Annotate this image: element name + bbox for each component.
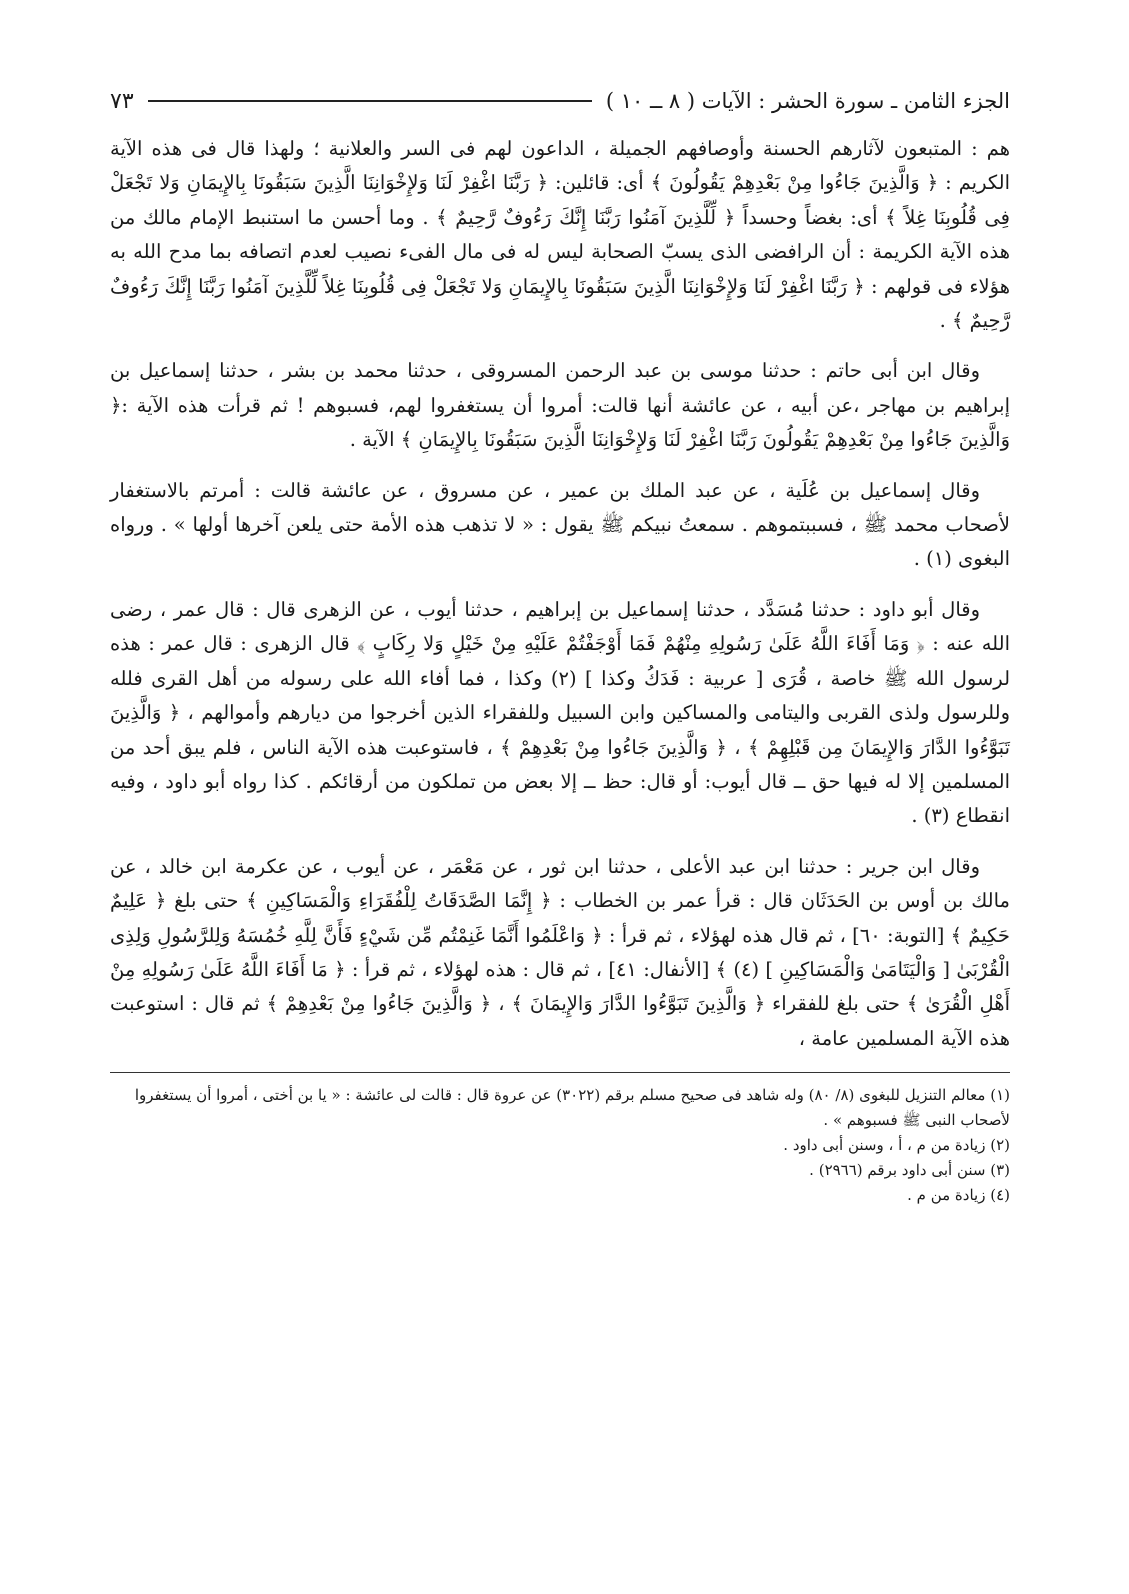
- header-rule: [148, 100, 592, 102]
- main-text: [110, 132, 1010, 1056]
- footnote: (١) معالم التنزيل للبغوى (٨/ ٨٠) وله شاهد فى صحيح مسلم برقم (٣٠٢٢) عن عروة قال : قالت لى عائشة : « يا بن أختى ، أمروا أن يستغفروا لأصحاب النبى ﷺ فسبوهم » .: [134, 1086, 1010, 1130]
- running-title: الجزء الثامن ـ سورة الحشر : الآيات ( ٨ ــ ١٠ ): [605, 89, 1010, 113]
- footnote: (٢) زيادة من م ، أ ، وسنن أبى داود .: [783, 1136, 1010, 1155]
- page-header: [110, 80, 1010, 122]
- footnote-separator: [110, 1072, 1010, 1073]
- paragraph: وقال أبو داود : حدثنا مُسَدَّد ، حدثنا إسماعيل بن إبراهيم ، حدثنا أيوب ، عن الزهرى قال : قال عمر ، رضى الله عنه : ﴿ وَمَا أَفَاءَ اللَّهُ عَلَىٰ رَسُولِهِ مِنْهُمْ فَمَا أَوْجَفْتُمْ عَلَيْهِ مِنْ خَيْلٍ وَلا رِكَابٍ ﴾ قال الزهرى : قال عمر : هذه لرسول الله ﷺ خاصة ، قُرَى [ عربية : فَدَكُ وكذا ] (٢) وكذا ، فما أفاء الله على رسوله من أهل القرى فلله وللرسول ولذى القربى واليتامى والمساكين وابن السبيل وللفقراء الذين أخرجوا من ديارهم وأموالهم ، ﴿ وَالَّذِينَ تَبَوَّءُوا الدَّارَ وَالإِيمَانَ مِن قَبْلِهِمْ ﴾ ، ﴿ وَالَّذِينَ جَاءُوا مِنْ بَعْدِهِمْ ﴾ ، فاستوعبت هذه الآية الناس ، فلم يبق أحد من المسلمين إلا له فيها حق ــ قال أيوب: أو قال: حظ ــ إلا بعض من تملكون من أرقائكم . كذا رواه أبو داود ، وفيه انقطاع (٣) .: [110, 597, 1011, 828]
- footnote: (٣) سنن أبى داود برقم (٢٩٦٦) .: [809, 1161, 1010, 1180]
- paragraph: هم : المتبعون لآثارهم الحسنة وأوصافهم الجميلة ، الداعون لهم فى السر والعلانية ؛ ولهذا قال فى هذه الآية الكريم : ﴿ وَالَّذِينَ جَاءُوا مِنْ بَعْدِهِمْ يَقُولُونَ ﴾ أى: قائلين: ﴿ رَبَّنَا اغْفِرْ لَنَا وَلإِخْوَانِنَا الَّذِينَ سَبَقُونَا بِالإِيمَانِ وَلا تَجْعَلْ فِى قُلُوبِنَا غِلاً ﴾ أى: بغضاً وحسداً ﴿ لِّلَّذِينَ آمَنُوا رَبَّنَا إِنَّكَ رَءُوفٌ رَّحِيمٌ ﴾ . وما أحسن ما استنبط الإمام مالك من هذه الآية الكريمة : أن الرافضى الذى يسبّ الصحابة ليس له فى مال الفىء نصيب لعدم اتصافه بما مدح الله به هؤلاء فى قولهم : ﴿ رَبَّنَا اغْفِرْ لَنَا وَلإِخْوَانِنَا الَّذِينَ سَبَقُونَا بِالإِيمَانِ وَلا تَجْعَلْ فِى قُلُوبِنَا غِلاً لِّلَّذِينَ آمَنُوا رَبَّنَا إِنَّكَ رَءُوفٌ رَّحِيمٌ ﴾ .: [110, 137, 1010, 333]
- footnote: (٤) زيادة من م .: [907, 1186, 1010, 1205]
- paragraph: وقال ابن أبى حاتم : حدثنا موسى بن عبد الرحمن المسروقى ، حدثنا محمد بن بشر ، حدثنا إسماعيل بن إبراهيم بن مهاجر ،عن أبيه ، عن عائشة أنها قالت: أمروا أن يستغفروا لهم، فسبوهم ! ثم قرأت هذه الآية :﴿ وَالَّذِينَ جَاءُوا مِنْ بَعْدِهِمْ يَقُولُونَ رَبَّنَا اغْفِرْ لَنَا وَلإِخْوَانِنَا الَّذِينَ سَبَقُونَا بِالإِيمَانِ ﴾ الآية .: [110, 359, 1010, 452]
- book-page: [110, 80, 1010, 1520]
- footnotes: [110, 1083, 1010, 1208]
- paragraph: وقال إسماعيل بن عُلَية ، عن عبد الملك بن عمير ، عن مسروق ، عن عائشة قالت : أمرتم بالاستغفار لأصحاب محمد ﷺ ، فسببتموهم . سمعتُ نبيكم ﷺ يقول : « لا تذهب هذه الأمة حتى يلعن آخرها أولها » . ورواه البغوى (١) .: [110, 478, 1010, 571]
- page-number: ٧٣: [110, 88, 134, 114]
- paragraph: وقال ابن جرير : حدثنا ابن عبد الأعلى ، حدثنا ابن ثور ، عن مَعْمَر ، عن أيوب ، عن عكرمة ابن خالد ، عن مالك بن أوس بن الحَدَثَان قال : قرأ عمر بن الخطاب : ﴿ إِنَّمَا الصَّدَقَاتُ لِلْفُقَرَاءِ وَالْمَسَاكِينِ ﴾ حتى بلغ ﴿ عَلِيمٌ حَكِيمٌ ﴾ [التوبة: ٦٠] ، ثم قال هذه لهؤلاء ، ثم قرأ : ﴿ وَاعْلَمُوا أَنَّمَا غَنِمْتُم مِّن شَيْءٍ فَأَنَّ لِلَّهِ خُمُسَهُ وَلِلرَّسُولِ وَلِذِى الْقُرْبَىٰ [ وَالْيَتَامَىٰ وَالْمَسَاكِينِ ] (٤) ﴾ [الأنفال: ٤١] ، ثم قال : هذه لهؤلاء ، ثم قرأ : ﴿ مَا أَفَاءَ اللَّهُ عَلَىٰ رَسُولِهِ مِنْ أَهْلِ الْقُرَىٰ ﴾ حتى بلغ للفقراء ﴿ وَالَّذِينَ تَبَوَّءُوا الدَّارَ وَالإِيمَانَ ﴾ ، ﴿ وَالَّذِينَ جَاءُوا مِنْ بَعْدِهِمْ ﴾ ثم قال : استوعبت هذه الآية المسلمين عامة ،: [110, 854, 1010, 1050]
